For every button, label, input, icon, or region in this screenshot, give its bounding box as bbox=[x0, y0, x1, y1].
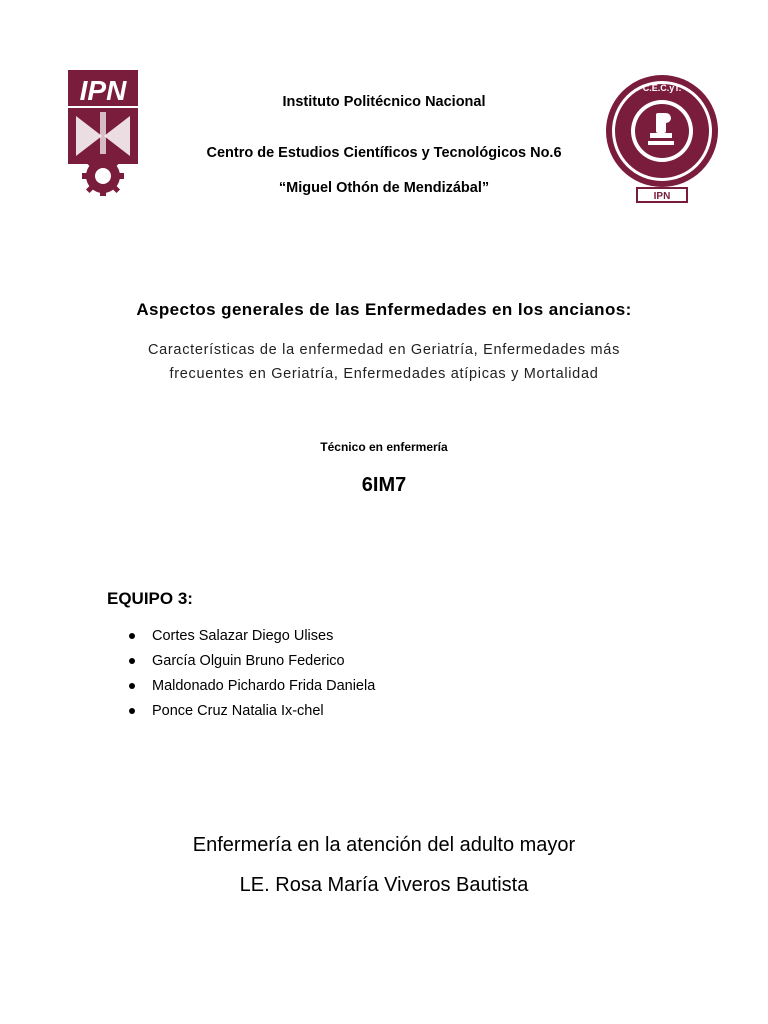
bullet-icon bbox=[129, 708, 135, 714]
center-name: Centro de Estudios Científicos y Tecnológicos No.6 bbox=[206, 145, 562, 161]
member-name: García Olguin Bruno Federico bbox=[152, 653, 345, 669]
member-name: Ponce Cruz Natalia Ix-chel bbox=[152, 703, 324, 719]
list-item bbox=[127, 649, 375, 674]
institution-name: Instituto Politécnico Nacional bbox=[282, 94, 486, 110]
list-item bbox=[127, 699, 375, 724]
course-name: Enfermería en la atención del adulto mayor bbox=[192, 834, 576, 856]
seal-bottom-text: IPN bbox=[653, 191, 671, 202]
document-title: Aspectos generales de las Enfermedades en los ancianos: bbox=[136, 300, 632, 319]
list-item bbox=[127, 624, 375, 649]
team-label: EQUIPO 3: bbox=[107, 589, 193, 608]
bullet-icon bbox=[129, 683, 135, 689]
team-member-list bbox=[127, 624, 375, 724]
teacher-name: LE. Rosa María Viveros Bautista bbox=[239, 874, 529, 896]
group-code: 6IM7 bbox=[361, 474, 407, 496]
school-name: “Miguel Othón de Mendizábal” bbox=[278, 180, 490, 196]
ipn-logo-icon bbox=[62, 66, 144, 196]
member-name: Maldonado Pichardo Frida Daniela bbox=[152, 678, 376, 694]
document-subtitle: Características de la enfermedad en Geriatría, Enfermedades más frecuentes en Geriatría, Enfermedades atípicas y Mortalidad bbox=[147, 342, 621, 382]
bullet-icon bbox=[129, 658, 135, 664]
list-item bbox=[127, 674, 375, 699]
member-name: Cortes Salazar Diego Ulises bbox=[152, 628, 334, 644]
bullet-icon bbox=[129, 633, 135, 639]
program-name: Técnico en enfermería bbox=[320, 440, 448, 454]
seal-top-text: C.E.C.yT. bbox=[642, 83, 682, 93]
ipn-logo-text: IPN bbox=[79, 75, 127, 106]
